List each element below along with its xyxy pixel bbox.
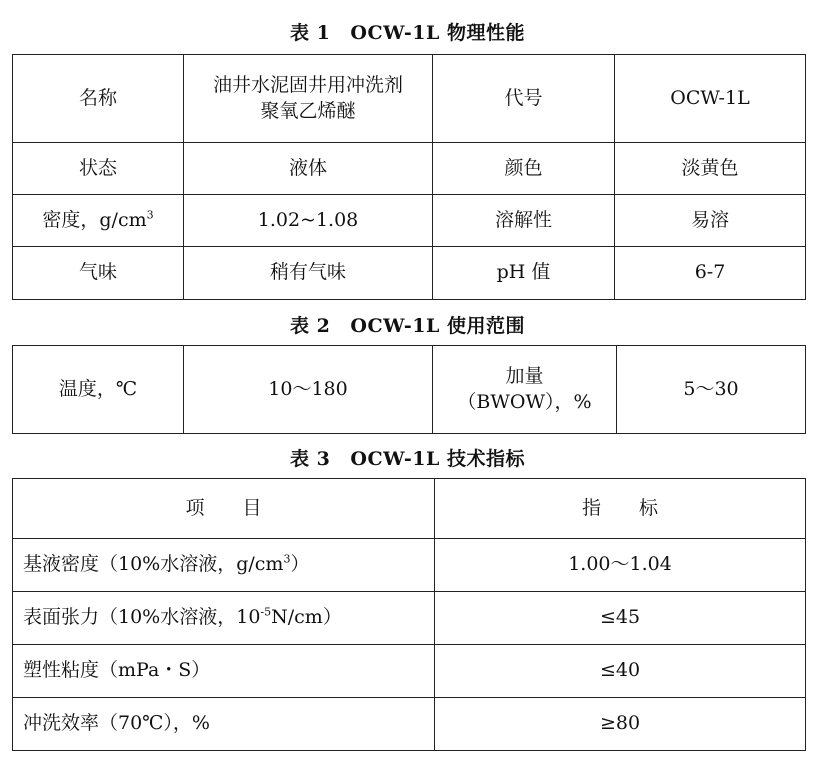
table-header-row: [13, 479, 806, 539]
spec-label-text: 冲洗效率（70℃），%: [23, 712, 210, 735]
spec-label-text: 表面张力（10%水溶液，10: [23, 606, 261, 629]
cell-spec-label: [13, 698, 435, 751]
cell-spec-value: ≤40: [435, 645, 806, 698]
spec-label-text: 塑性粘度（mPa・S）: [23, 659, 211, 682]
table-row: [13, 592, 806, 645]
cell-color-label: 颜色: [433, 143, 615, 195]
table1-caption-number: 表 1: [290, 22, 331, 44]
cell-spec-label: [13, 592, 435, 645]
table-row: [13, 346, 806, 434]
table-row: [13, 645, 806, 698]
table3-technical-specs: [12, 478, 806, 751]
table-row: [13, 143, 806, 195]
cell-solubility-label: 溶解性: [433, 195, 615, 247]
spec-label-suffix: N/cm）: [271, 606, 342, 629]
table3-caption-text: OCW-1L 技术指标: [350, 448, 525, 470]
cell-dose-label: [433, 346, 617, 434]
cell-name-label: 名称: [13, 55, 184, 143]
cell-density-label: [13, 195, 184, 247]
cell-dose-value: 5～30: [617, 346, 806, 434]
table2-caption-number: 表 2: [290, 315, 331, 337]
cell-state-label: 状态: [13, 143, 184, 195]
density-label-text: 密度，g/cm: [42, 208, 147, 231]
cell-density-value: 1.02~1.08: [184, 195, 433, 247]
dose-label-line1: 加量: [505, 364, 544, 387]
table-row: [13, 195, 806, 247]
spec-label-suffix: ）: [290, 553, 310, 576]
cell-odor-label: 气味: [13, 247, 184, 300]
cell-code-value: OCW-1L: [615, 55, 806, 143]
spec-label-sup: -5: [260, 605, 272, 619]
dose-label-line2: （BWOW），%: [457, 390, 592, 413]
header-index: 指 标: [435, 479, 806, 539]
cell-spec-value: 1.00～1.04: [435, 539, 806, 592]
table-row: [13, 698, 806, 751]
cell-name-value: [184, 55, 433, 143]
table2-caption: [0, 311, 815, 338]
cell-solubility-value: 易溶: [615, 195, 806, 247]
cell-code-label: 代号: [433, 55, 615, 143]
cell-temp-label: 温度，℃: [13, 346, 184, 434]
table2-caption-text: OCW-1L 使用范围: [350, 315, 525, 337]
cell-name-value-line2: 聚氧乙烯醚: [260, 99, 356, 122]
density-label-sup: 3: [146, 208, 154, 222]
spec-label-text: 基液密度（10%水溶液，g/cm: [23, 553, 284, 576]
cell-state-value: 液体: [184, 143, 433, 195]
cell-odor-value: 稍有气味: [184, 247, 433, 300]
table1-caption: [0, 18, 815, 45]
cell-spec-value: ≤45: [435, 592, 806, 645]
table-row: [13, 247, 806, 300]
table3-caption: [0, 444, 815, 471]
cell-ph-label: pH 值: [433, 247, 615, 300]
cell-temp-value: 10～180: [184, 346, 433, 434]
cell-name-value-line1: 油井水泥固井用冲洗剂: [212, 73, 403, 96]
table-row: [13, 55, 806, 143]
table2-usage-range: [12, 345, 806, 434]
table3-caption-number: 表 3: [290, 448, 331, 470]
cell-spec-label: [13, 539, 435, 592]
header-item: 项 目: [13, 479, 435, 539]
table1-physical-properties: [12, 54, 806, 300]
table1-caption-text: OCW-1L 物理性能: [350, 22, 525, 44]
cell-ph-value: 6-7: [615, 247, 806, 300]
cell-color-value: 淡黄色: [615, 143, 806, 195]
cell-spec-label: [13, 645, 435, 698]
cell-spec-value: ≥80: [435, 698, 806, 751]
table-row: [13, 539, 806, 592]
spec-label-sup: 3: [283, 552, 291, 566]
